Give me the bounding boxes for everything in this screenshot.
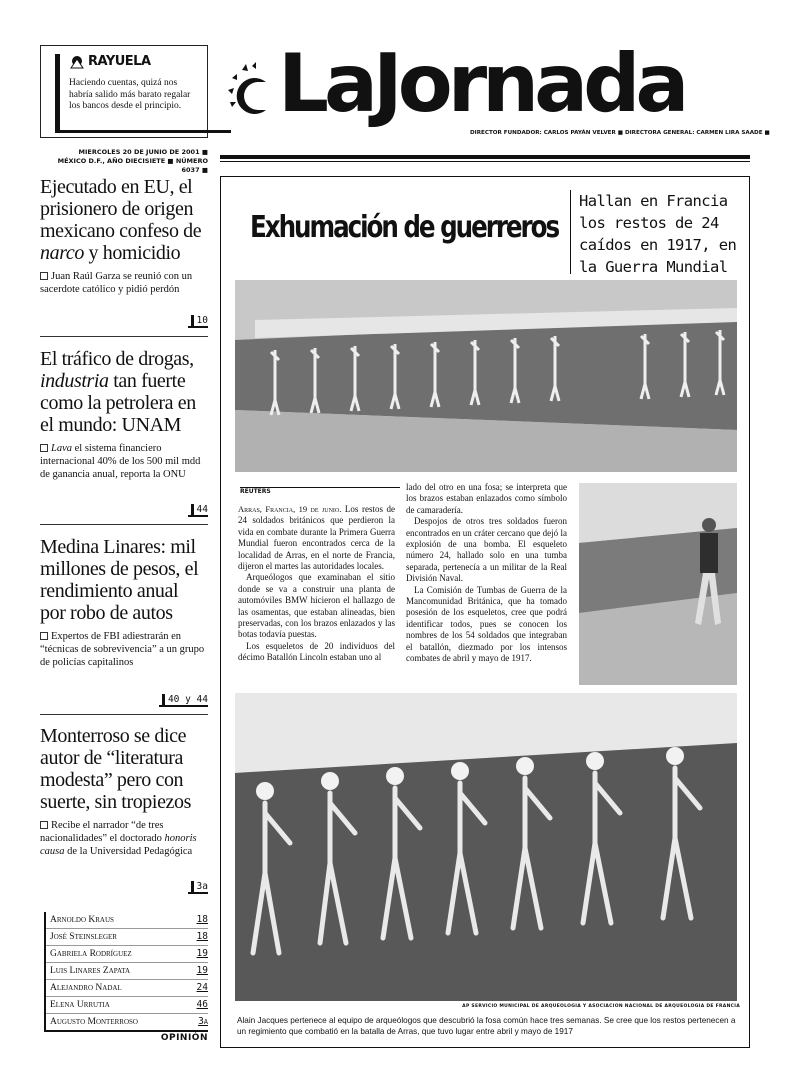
story-monterroso[interactable]	[40, 725, 208, 858]
rayuela-underline	[55, 130, 231, 133]
columnist-row[interactable]: Arnoldo Kraus 18	[46, 912, 208, 929]
opinion-label[interactable]: OPINIÓN	[44, 1030, 208, 1043]
rayuela-text: Haciendo cuentas, quizá nos habría salido más barato regalar los bancos desde el principio.	[69, 78, 191, 111]
columnist-row[interactable]: Alejandro Nadal 24	[46, 980, 208, 997]
columnist-row[interactable]: Elena Urrutia 46	[46, 997, 208, 1014]
story-headline: Medina Linares: mil millones de pesos, el rendimiento anual por robo de autos	[40, 536, 199, 624]
rayuela-title: RAYUELA	[69, 54, 151, 69]
bullet-square-icon	[40, 444, 48, 452]
masthead-rule-thin	[220, 161, 750, 162]
story-divider	[40, 524, 208, 525]
masthead-dateline	[48, 148, 208, 175]
photo-archaeologist	[579, 483, 737, 685]
story-page-ref[interactable]: 10	[188, 315, 208, 328]
page-marker-icon	[162, 694, 165, 705]
story-execution[interactable]	[40, 176, 208, 296]
rayuela-bar	[55, 54, 60, 133]
story-car-theft[interactable]	[40, 536, 208, 669]
sun-logo-icon	[228, 62, 278, 122]
page-marker-icon	[191, 315, 194, 326]
bullet-square-icon	[40, 632, 48, 640]
story-headline: Monterroso se dice autor de “literatura modesta” pero con suerte, sin tropiezos	[40, 725, 192, 813]
story-summary: Lava el sistema financiero internacional 40% de los 500 mil mdd de ganancia anual, reporta la ONU	[40, 443, 201, 480]
story-drugs[interactable]	[40, 348, 208, 481]
photo-trench-skeletons	[235, 280, 737, 472]
story-headline: Ejecutado en EU, el prisionero de origen mexicano confeso de narco y homicidio	[40, 176, 202, 264]
feature-subhead: Hallan en Francia los restos de 24 caídos en 1917, en la Guerra Mundial	[570, 190, 740, 274]
story-page-ref[interactable]: 44	[188, 504, 208, 517]
columnist-row[interactable]: Augusto Monterroso 3a	[46, 1014, 208, 1031]
page-marker-icon	[191, 504, 194, 515]
columnist-row[interactable]: Gabriela Rodríguez 19	[46, 946, 208, 963]
agency-credit: REUTERS	[240, 487, 400, 495]
columnist-row[interactable]: José Steinsleger 18	[46, 929, 208, 946]
story-divider	[40, 714, 208, 715]
photo-credit: AP SERVICIO MUNICIPAL DE ARQUEOLOGIA Y ASOCIACION NACIONAL DE ARQUEOLOGIA DE FRANCIA	[462, 1004, 740, 1009]
article-column-1: Arras, Francia, 19 de junio. Los restos de 24 soldados británicos que perdieron la vida en combate durante la Primera Guerra Mundial fueron encontrados cerca de la localidad de Arras, en el norte de Francia, dijeron el martes las autoridades locales. Arqueólogos que examinaban el sitio donde se va a construir una planta de automóviles BMW hicieron el hallazgo de las osamentas, que estaban alineadas, bien preservadas, con los brazos enlazados y las botas todavía puestas. Los esqueletos de 20 individuos del décimo Batallón Lincoln estaban uno al	[238, 504, 395, 663]
masthead-wordmark: LaJornada	[278, 37, 685, 130]
masthead-logo[interactable]	[228, 37, 770, 136]
story-summary: Expertos de FBI adiestrarán en “técnicas de sobrevivencia” a un grupo de policías capitalinos	[40, 631, 205, 668]
hopscotch-icon	[69, 55, 85, 69]
issue-edition: MÉXICO D.F., AÑO DIECISIETE ■ NÚMERO 6037 ■	[57, 157, 208, 174]
story-summary: Juan Raúl Garza se reunió con un sacerdote católico y pidió perdón	[40, 271, 193, 295]
masthead-rule-thick	[220, 155, 750, 159]
columnist-row[interactable]: Luis Linares Zapata 19	[46, 963, 208, 980]
issue-date: MIERCOLES 20 DE JUNIO DE 2001 ■	[78, 148, 208, 156]
columnists-list	[44, 912, 208, 1031]
story-headline: El tráfico de drogas, industria tan fuerte como la petrolera en el mundo: UNAM	[40, 348, 196, 436]
bullet-square-icon	[40, 821, 48, 829]
photo-caption: Alain Jacques pertenece al equipo de arqueólogos que descubrió la fosa común hace tres semanas. Se cree que los restos pertenecen a un regimiento que combatió en la batalla de Arras, que tuvo lugar entre abril y mayo de 1917	[237, 1016, 736, 1036]
masthead-directors: DIRECTOR FUNDADOR: CARLOS PAYÁN VELVER ■ DIRECTORA GENERAL: CARMEN LIRA SAADE ■	[470, 130, 770, 136]
story-page-ref[interactable]: 3a	[188, 881, 208, 894]
bullet-square-icon	[40, 272, 48, 280]
story-divider	[40, 336, 208, 337]
story-summary: Recibe el narrador “de tres nacionalidades” el doctorado honoris causa de la Universidad Pedagógica	[40, 820, 197, 857]
story-page-ref[interactable]: 40 y 44	[159, 694, 208, 707]
page-marker-icon	[191, 881, 194, 892]
photo-skeletons-closeup	[235, 693, 737, 1001]
rayuela-box	[40, 45, 208, 138]
feature-headline[interactable]: Exhumación de guerreros	[250, 210, 559, 245]
article-column-2: lado del otro en una fosa; se interpreta que los brazos estaban enlazados como símbolo de camaradería. Despojos de otros tres soldados fueron encontrados en un cráter cercano que dejó la explosión de una bomba. El esqueleto número 24, hallado solo en una tumba separada, pertenecía a un militar de la Real División Naval. La Comisión de Tumbas de Guerra de la Mancomunidad Británica, que ha tomado posesión de los esqueletos, cree que podrá identificar todos, pues se conocen los nombres de los 54 soldados que integraban el batallón, diezmado por los intensos combates de abril y mayo de 1917.	[406, 482, 567, 664]
